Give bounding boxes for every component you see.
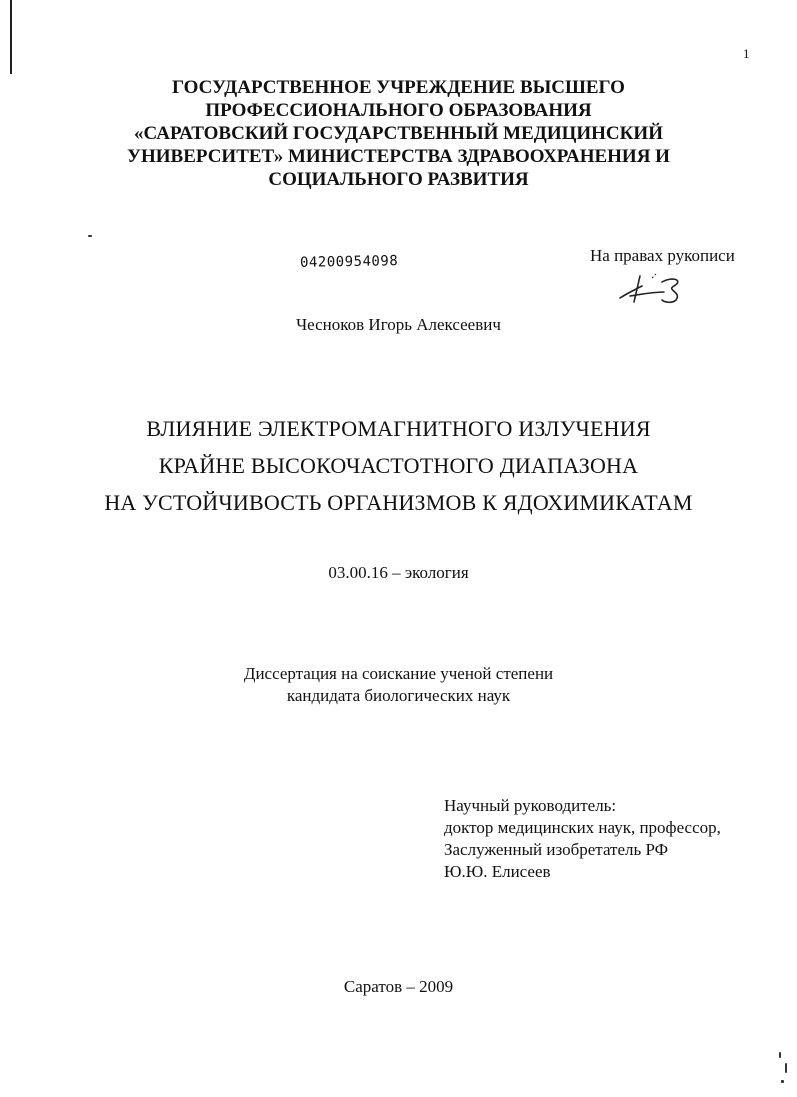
rights-note: На правах рукописи bbox=[590, 246, 735, 265]
scan-speck bbox=[785, 1063, 787, 1073]
registry-number: 04200954098 bbox=[299, 253, 399, 271]
scan-speck bbox=[779, 1052, 781, 1058]
supervisor-line: Заслуженный изобретатель РФ bbox=[444, 840, 669, 859]
institution-line: «САРАТОВСКИЙ ГОСУДАРСТВЕННЫЙ МЕДИЦИНСКИЙ bbox=[134, 123, 663, 144]
title-line: НА УСТОЙЧИВОСТЬ ОРГАНИЗМОВ К ЯДОХИМИКАТАМ bbox=[104, 490, 693, 515]
supervisor-line: Ю.Ю. Елисеев bbox=[444, 862, 551, 881]
thesis-title bbox=[0, 410, 797, 521]
supervisor-line: доктор медицинских наук, профессор, bbox=[444, 818, 721, 837]
institution-header bbox=[0, 76, 797, 191]
supervisor-block bbox=[444, 795, 721, 883]
page-number: 1 bbox=[743, 46, 750, 61]
handwritten-signature-icon bbox=[612, 272, 692, 306]
scan-speck bbox=[88, 235, 92, 237]
title-line: ВЛИЯНИЕ ЭЛЕКТРОМАГНИТНОГО ИЗЛУЧЕНИЯ bbox=[146, 416, 651, 441]
institution-line: УНИВЕРСИТЕТ» МИНИСТЕРСТВА ЗДРАВООХРАНЕНИЯ И bbox=[127, 146, 670, 167]
specialty-code: 03.00.16 – экология bbox=[328, 563, 469, 582]
degree-statement bbox=[0, 663, 797, 707]
scan-speck bbox=[781, 1080, 784, 1083]
title-line: КРАЙНЕ ВЫСОКОЧАСТОТНОГО ДИАПАЗОНА bbox=[158, 453, 639, 478]
degree-line: Диссертация на соискание ученой степени bbox=[243, 664, 554, 683]
institution-line: ПРОФЕССИОНАЛЬНОГО ОБРАЗОВАНИЯ bbox=[205, 100, 592, 121]
institution-line: СОЦИАЛЬНОГО РАЗВИТИЯ bbox=[268, 169, 529, 190]
degree-line: кандидата биологических наук bbox=[286, 686, 511, 705]
institution-line: ГОСУДАРСТВЕННОЕ УЧРЕЖДЕНИЕ ВЫСШЕГО bbox=[172, 77, 625, 98]
author-name: Чесноков Игорь Алексеевич bbox=[296, 315, 501, 334]
place-year: Саратов – 2009 bbox=[343, 977, 454, 996]
scan-margin-line bbox=[10, 0, 12, 74]
supervisor-line: Научный руководитель: bbox=[444, 796, 617, 815]
